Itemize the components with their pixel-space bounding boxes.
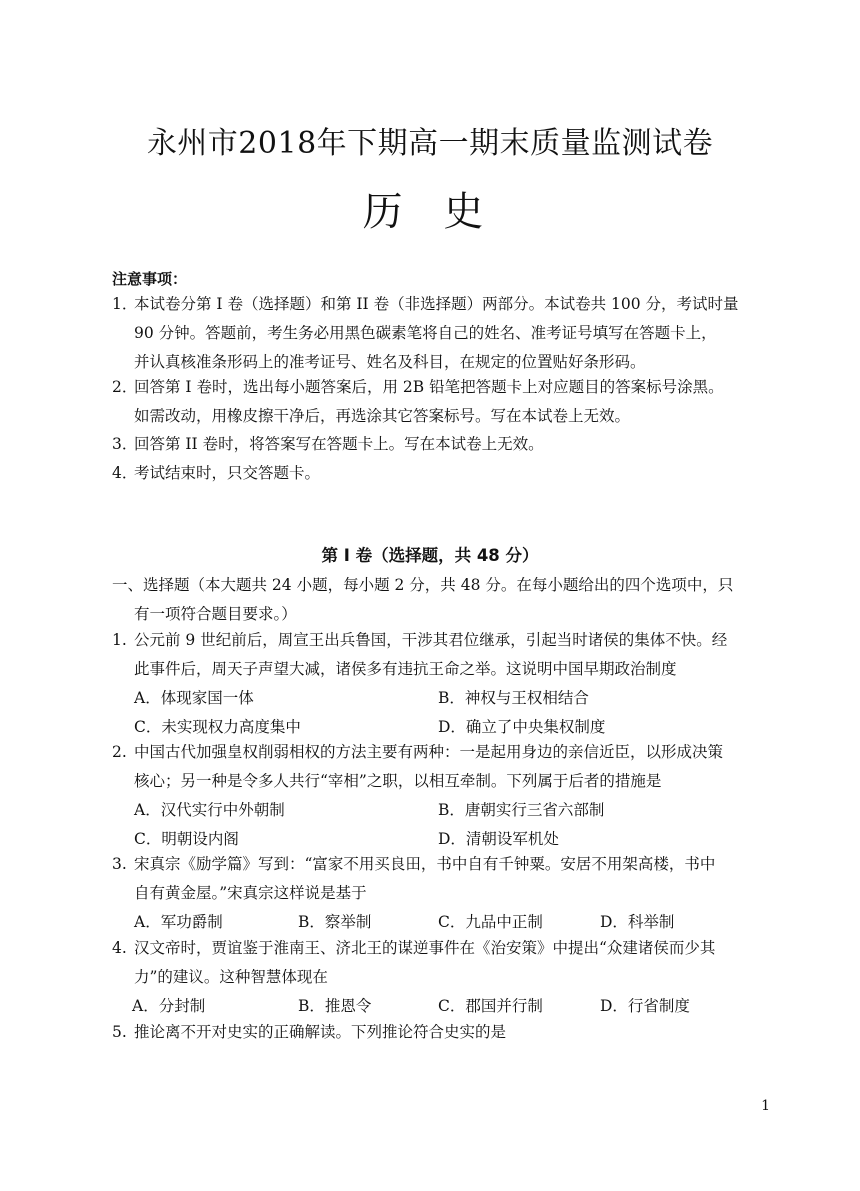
question-number: 2. <box>112 743 127 761</box>
question-text: 力”的建议。这种智慧体现在 <box>134 968 328 986</box>
options-row <box>112 796 752 825</box>
options-row <box>112 908 752 937</box>
question-number: 3. <box>112 855 127 873</box>
note-item <box>112 430 752 459</box>
question-text: 核心；另一种是令多人共行“宰相”之职，以相互牵制。下列属于后者的措施是 <box>134 772 662 790</box>
note-item <box>112 459 752 488</box>
options-row <box>112 992 752 1021</box>
question-number: 5. <box>112 1023 127 1041</box>
option-b: B．察举制 <box>298 913 372 931</box>
part-line: 有一项符合题目要求。） <box>134 605 297 623</box>
option-a: A．分封制 <box>132 997 206 1015</box>
option-b: B．神权与王权相结合 <box>438 689 589 707</box>
option-a: A．汉代实行中外朝制 <box>134 801 285 819</box>
note-number: 4． <box>112 464 138 482</box>
option-b: B．推恩令 <box>298 997 372 1015</box>
note-text: 如需改动，用橡皮擦干净后，再选涂其它答案标号。写在本试卷上无效。 <box>134 407 631 425</box>
option-d: D．科举制 <box>600 913 675 931</box>
option-d: D．确立了中央集权制度 <box>438 718 606 736</box>
question-text: 中国古代加强皇权削弱相权的方法主要有两种：一是起用身边的亲信近臣，以形成决策 <box>134 743 724 761</box>
option-d: D．清朝设军机处 <box>438 830 559 848</box>
question-2 <box>112 738 752 854</box>
note-text: 并认真核准条形码上的准考证号、姓名及科目，在规定的位置贴好条形码。 <box>134 353 646 371</box>
option-b: B．唐朝实行三省六部制 <box>438 801 605 819</box>
options-row <box>112 684 752 713</box>
page-number: 1 <box>761 1098 770 1114</box>
part-instructions <box>112 571 752 629</box>
note-text: 回答第 I 卷时，选出每小题答案后，用 2B 铅笔把答题卡上对应题目的答案标号涂黑。 <box>134 378 724 396</box>
question-4 <box>112 934 752 1021</box>
option-c: C．未实现权力高度集中 <box>134 718 301 736</box>
note-item <box>112 373 752 431</box>
option-c: C．郡国并行制 <box>438 997 543 1015</box>
question-3 <box>112 850 752 937</box>
question-number: 4. <box>112 939 127 957</box>
question-text: 宋真宗《励学篇》写到：“富家不用买良田，书中自有千钟粟。安居不用架高楼，书中 <box>134 855 716 873</box>
notes-heading: 注意事项： <box>112 270 188 288</box>
exam-title: 永州市2018年下期高一期末质量监测试卷 <box>146 126 714 161</box>
question-text: 公元前 9 世纪前后，周宣王出兵鲁国，干涉其君位继承，引起当时诸侯的集体不快。经 <box>134 631 728 649</box>
question-text: 此事件后，周天子声望大减，诸侯多有违抗王命之举。这说明中国早期政治制度 <box>134 660 677 678</box>
section-title: 第 I 卷（选择题，共 48 分） <box>321 546 539 565</box>
option-c: C．九品中正制 <box>438 913 543 931</box>
question-number: 1. <box>112 631 127 649</box>
note-text: 回答第 II 卷时，将答案写在答题卡上。写在本试卷上无效。 <box>134 435 544 453</box>
question-text: 自有黄金屋。”宋真宗这样说是基于 <box>134 884 367 902</box>
option-c: C．明朝设内阁 <box>134 830 239 848</box>
option-d: D．行省制度 <box>600 997 690 1015</box>
option-a: A．军功爵制 <box>134 913 223 931</box>
note-text: 本试卷分第 I 卷（选择题）和第 II 卷（非选择题）两部分。本试卷共 100 分，考试时量 <box>134 295 739 313</box>
question-text: 汉文帝时，贾谊鉴于淮南王、济北王的谋逆事件在《治安策》中提出“众建诸侯而少其 <box>134 939 716 957</box>
subject-title: 历 史 <box>362 189 498 235</box>
question-text: 推论离不开对史实的正确解读。下列推论符合史实的是 <box>134 1023 507 1041</box>
note-number: 1． <box>112 295 138 313</box>
note-number: 3． <box>112 435 138 453</box>
question-1 <box>112 626 752 742</box>
option-a: A．体现家国一体 <box>134 689 254 707</box>
note-text: 考试结束时，只交答题卡。 <box>134 464 321 482</box>
note-text: 90 分钟。答题前，考生务必用黑色碳素笔将自己的姓名、准考证号填写在答题卡上， <box>134 324 717 342</box>
question-5 <box>112 1018 752 1047</box>
part-line: 一、选择题（本大题共 24 小题，每小题 2 分，共 48 分。在每小题给出的四个选项中，只 <box>112 576 734 594</box>
note-item <box>112 290 752 377</box>
note-number: 2． <box>112 378 138 396</box>
